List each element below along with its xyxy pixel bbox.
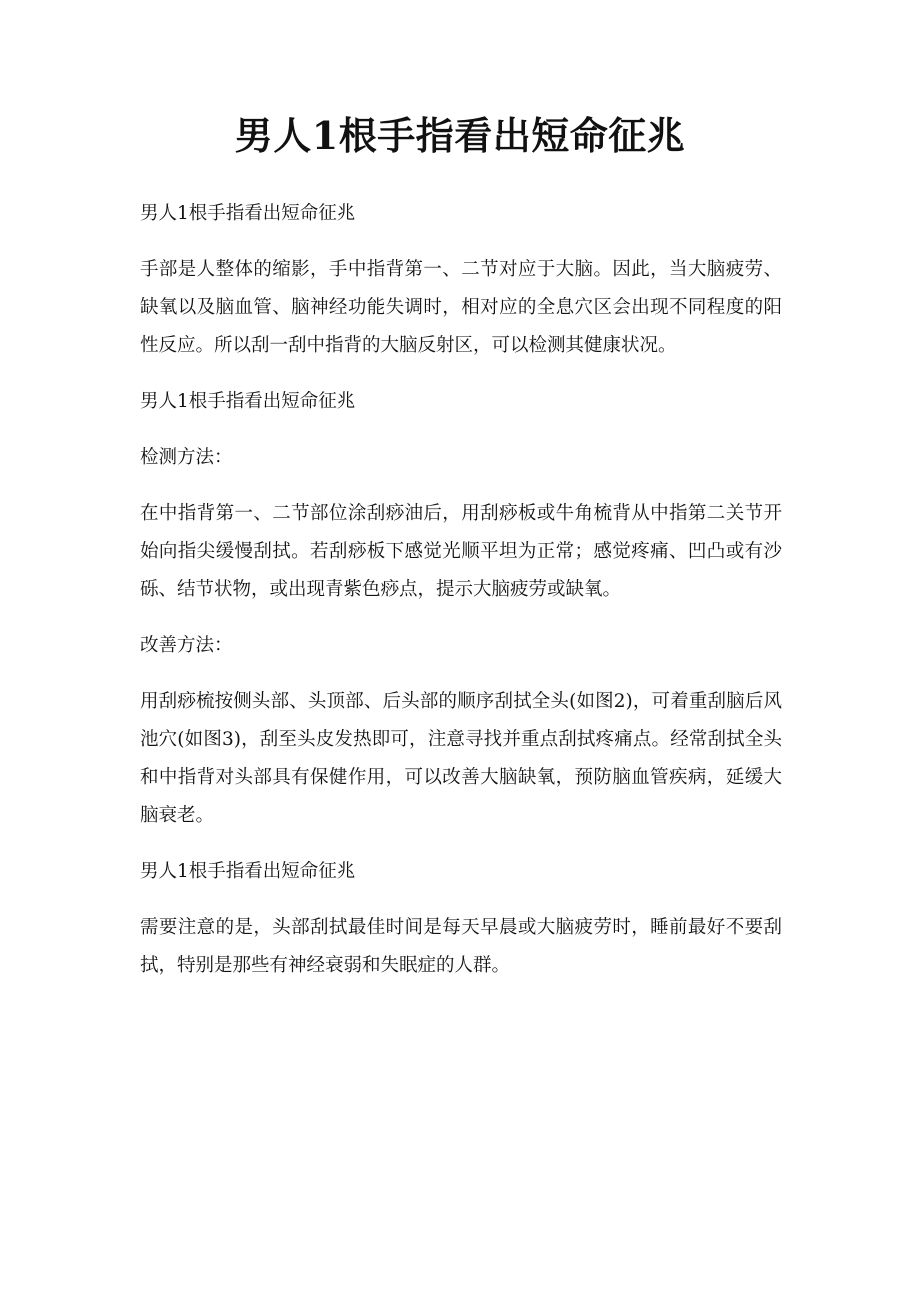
section-heading-detection-method: 检测方法： [140, 447, 233, 468]
document-title: 男人1根手指看出短命征兆 [234, 113, 686, 158]
paragraph-improvement-method: 用刮痧梳按侧头部、头顶部、后头部的顺序刮拭全头(如图2)，可着重刮脑后风池穴(如图3)，刮至头皮发热即可，注意寻找并重点刮拭疼痛点。经常刮拭全头和中指背对头部具有保健作用，可以改善大脑缺氧，预防脑血管疾病，延缓大脑衰老。 [140, 691, 782, 826]
subheading-repeat-title: 男人1根手指看出短命征兆 [140, 203, 356, 224]
section-heading-improvement-method: 改善方法： [140, 635, 233, 656]
subheading-repeat-title: 男人1根手指看出短命征兆 [140, 391, 356, 412]
paragraph-notes: 需要注意的是，头部刮拭最佳时间是每天早晨或大脑疲劳时，睡前最好不要刮拭，特别是那些有神经衰弱和失眠症的人群。 [140, 917, 782, 976]
paragraph-intro: 手部是人整体的缩影，手中指背第一、二节对应于大脑。因此，当大脑疲劳、缺氧以及脑血管、脑神经功能失调时，相对应的全息穴区会出现不同程度的阳性反应。所以刮一刮中指背的大脑反射区，可以检测其健康状况。 [140, 259, 782, 356]
paragraph-detection-method: 在中指背第一、二节部位涂刮痧油后，用刮痧板或牛角梳背从中指第二关节开始向指尖缓慢刮拭。若刮痧板下感觉光顺平坦为正常；感觉疼痛、凹凸或有沙砾、结节状物，或出现青紫色痧点，提示大脑疲劳或缺氧。 [140, 503, 782, 600]
subheading-repeat-title: 男人1根手指看出短命征兆 [140, 861, 356, 882]
document-body [140, 195, 782, 1003]
